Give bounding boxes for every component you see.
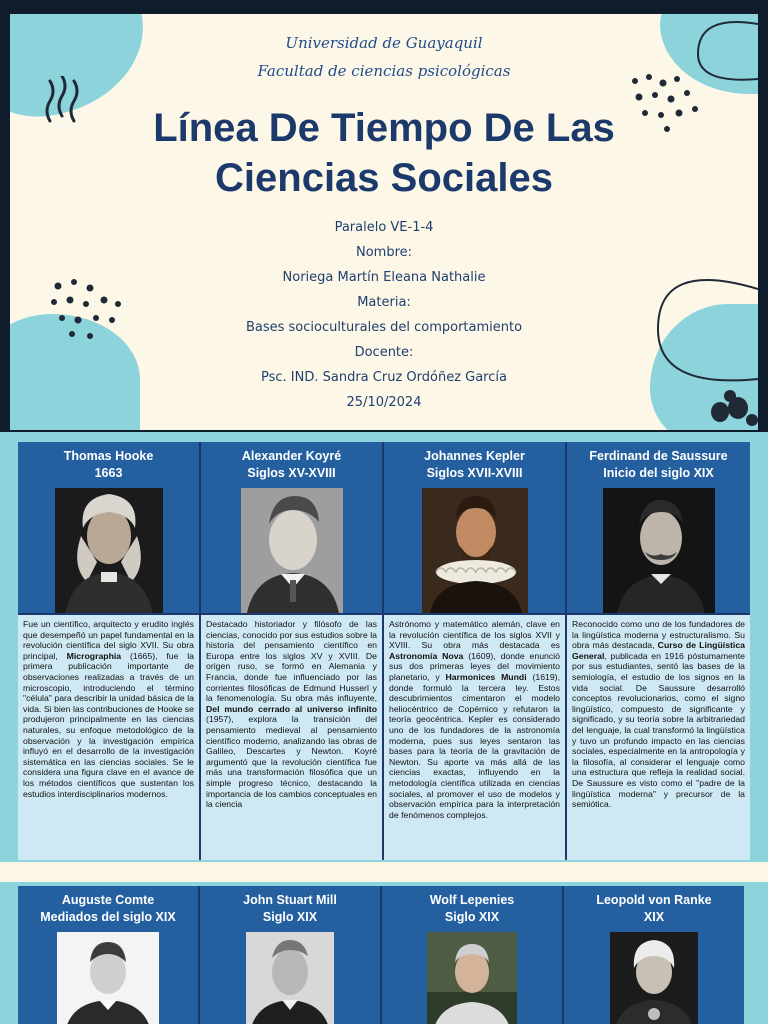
description-text: (1619), donde formuló la tercera ley. Estos descubrimientos cimentaron el modelo heliocéntrico de Copérnico y refutaron la teoría geocéntrica. Kepler es considerado uno de los fundadores de la astronomía moderna, pues sus leyes sentaron las bases para la teoría de la gravitación de Newton. Su aporte va más allá de las ciencias exactas, influyendo en la metodología científica utilizada en ciencias sociales, al promover el uso de modelos y observación empírica para la interpretación de fenómenos complejos.: [389, 671, 560, 820]
timeline-entry-comte: [18, 886, 198, 1024]
portrait-lepenies-image: [427, 932, 517, 1024]
description-text: (1609), donde enunció sus dos primeras leyes del movimiento planetario, y: [389, 650, 560, 682]
entry-date: Siglo XIX: [262, 910, 318, 924]
university-name: Universidad de Guayaquil: [285, 34, 483, 52]
bold-title-text: Astronomía Nova: [389, 650, 464, 661]
entry-description: [201, 615, 382, 860]
timeline-entry-kepler: [384, 442, 565, 860]
entry-header: [200, 886, 380, 1024]
entry-date: Mediados del siglo XIX: [40, 910, 176, 924]
description-text: Fue un científico, arquitecto y erudito inglés que desempeñó un papel fundamental en la revolución científica del siglo XVII. Su obra principal,: [23, 619, 194, 661]
dots-cluster-left-icon: [46, 276, 126, 346]
timeline-table-2: [18, 886, 744, 1024]
timeline-band-1: [0, 432, 768, 862]
portrait-saussure-image: [603, 488, 715, 613]
entry-date: Siglo XIX: [444, 910, 500, 924]
entry-description: [567, 615, 750, 860]
entry-name: John Stuart Mill: [243, 893, 337, 907]
description-text: (1665), fue la primera publicación importante de observaciones realizadas a través de un microscopio, introduciendo el término "célula" para describir la unidad básica de la vida. Si bien las contribuciones de Hooke se produjeron principalmente en las ciencias naturales, su enfoque metodológico de la observación y la investigación empírica influyó en el desarrollo de la investigación sistemática en las ciencias sociales. Se le considera una figura clave en el avance de los métodos científicos que sustentan los estudios interdisciplinarios modernos.: [23, 650, 194, 799]
entry-name: Wolf Lepenies: [429, 893, 515, 907]
description-text: Destacado historiador y filósofo de las ciencias, conocido por sus estudios sobre la historia del pensamiento científico en Europa entre los siglos XV y XVIII. De origen ruso, se formó en Alemania y Francia, donde fue influenciado por las corrientes filosóficas de Edmund Husserl y la fenomenología. Su obra más influyente,: [206, 619, 377, 704]
entry-header: [564, 886, 744, 1024]
nombre-label: Nombre:: [355, 245, 413, 260]
date-value: 25/10/2024: [346, 395, 422, 410]
docente-value: Psc. IND. Sandra Cruz Ordóñez García: [261, 370, 507, 385]
entry-name: Ferdinand de Saussure: [589, 449, 728, 463]
entry-header: [384, 442, 565, 613]
entry-description: [18, 615, 199, 860]
entry-name: Alexander Koyré: [241, 449, 342, 463]
entry-header: [382, 886, 562, 1024]
entry-header: [18, 886, 198, 1024]
entry-header: [201, 442, 382, 613]
cover-page: [0, 0, 768, 432]
timeline-table-1: [18, 442, 750, 860]
portrait-ranke-image: [610, 932, 698, 1024]
timeline-entry-koyre: [201, 442, 382, 860]
entry-date: Siglos XV-XVIII: [247, 466, 336, 480]
faculty-name: Facultad de ciencias psicológicas: [257, 62, 511, 80]
page-title-line1: Línea De Tiempo De Las: [153, 106, 615, 150]
timeline-entry-saussure: [567, 442, 750, 860]
page-title-line2: Ciencias Sociales: [215, 156, 553, 200]
entry-description: [384, 615, 565, 860]
entry-name: Leopold von Ranke: [596, 893, 712, 907]
description-text: Reconocido como uno de los fundadores de la lingüística moderna y estructuralismo. Su obra más destacada,: [572, 619, 745, 651]
timeline-entry-mill: [200, 886, 380, 1024]
timeline-entry-hooke: [18, 442, 199, 860]
portrait-kepler-image: [422, 488, 528, 613]
portrait-comte-image: [57, 932, 159, 1024]
portrait-koyre-image: [241, 488, 343, 613]
entry-name: Thomas Hooke: [63, 449, 154, 463]
bold-title-text: Del mundo cerrado al universo infinito: [206, 703, 377, 714]
docente-label: Docente:: [354, 345, 414, 360]
timeline-entry-lepenies: [382, 886, 562, 1024]
entry-date: 1663: [94, 466, 123, 480]
materia-value: Bases socioculturales del comportamiento: [245, 320, 523, 335]
entry-date: XIX: [643, 910, 665, 924]
portrait-hooke-image: [55, 488, 163, 613]
entry-name: Johannes Kepler: [424, 449, 525, 463]
timeline-band-2: [0, 862, 768, 1024]
description-text: (1957), explora la transición del pensamiento medieval al pensamiento científico moderno, analizando las obras de Galileo, Descartes y Newton. Koyré argumentó que la revolución científica fue más una transformación filosófica que un simple progreso técnico, destacando la importancia de los cambios conceptuales en la ciencia: [206, 714, 377, 810]
description-text: , publicada en 1916 póstumamente por sus estudiantes, sentó las bases de la semiología, el estudio de los signos en la vida social. De Saussure desarrolló conceptos revolucionarios, como el signo lingüístico, compuesto de significante y significado, y su teoría sobre la arbitrariedad del lenguaje, la cual transformó la lingüística y tuvo un profundo impacto en las ciencias sociales, especialmente en la antropología y la filosofía, al considerar el lenguaje como una estructura que refleja la realidad social. De Saussure es visto como el "padre de la lingüística moderna" y precursor de la semiótica.: [572, 650, 745, 810]
cover-card: [10, 14, 758, 430]
entry-header: [18, 442, 199, 613]
bold-title-text: Micrographia: [66, 650, 122, 661]
entry-date: Inicio del siglo XIX: [603, 466, 714, 480]
nombre-value: Noriega Martín Eleana Nathalie: [282, 270, 486, 285]
bold-title-text: Curso de Lingüística General: [572, 640, 746, 661]
entry-header: [567, 442, 750, 613]
paralelo-text: Paralelo VE-1-4: [334, 220, 434, 235]
portrait-mill-image: [246, 932, 334, 1024]
description-text: Astrónomo y matemático alemán, clave en la revolución científica de los siglos XVII y XVIII. Su obra más destacada es: [389, 619, 560, 651]
entry-name: Auguste Comte: [61, 893, 155, 907]
entry-date: Siglos XVII-XVIII: [426, 466, 523, 480]
timeline-entry-ranke: [564, 886, 744, 1024]
materia-label: Materia:: [357, 295, 411, 310]
bold-title-text: Harmonices Mundi: [445, 671, 527, 682]
